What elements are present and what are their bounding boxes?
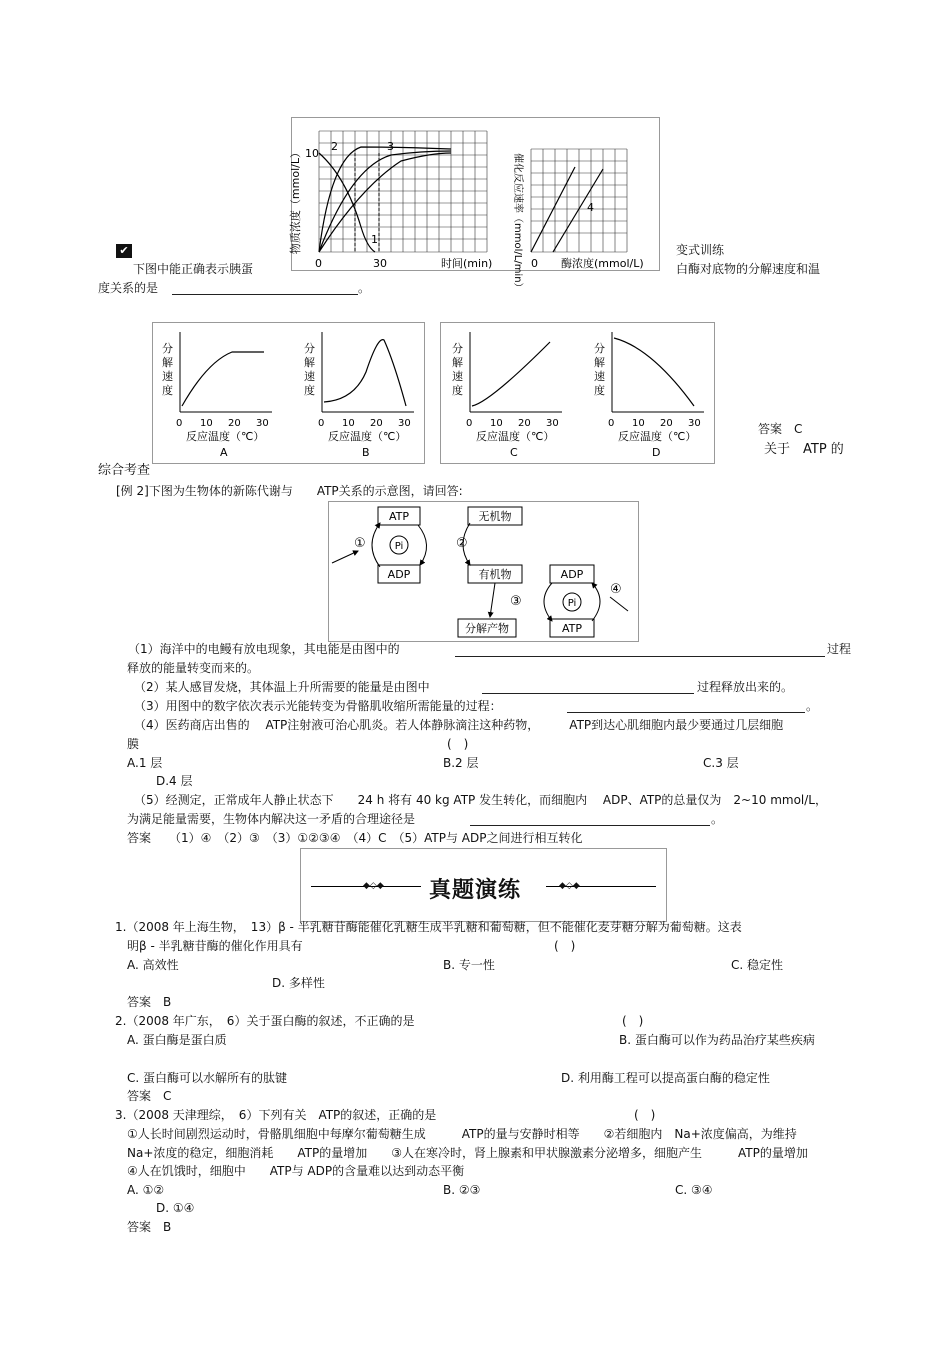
svg-text:0: 0 <box>466 418 473 429</box>
right-ylabel: 催化反应速率（mmol/L/min） <box>512 153 523 293</box>
svg-text:度: 度 <box>162 384 173 397</box>
svg-text:解: 解 <box>594 356 605 369</box>
svg-text:速: 速 <box>162 370 173 383</box>
svg-text:无机物: 无机物 <box>478 510 512 523</box>
variant-training-title: 变式训练 <box>676 243 725 257</box>
svg-text:③: ③ <box>510 594 522 609</box>
svg-text:0: 0 <box>318 418 325 429</box>
temperature-graphs-figure <box>152 322 716 464</box>
q3-tail: 。 <box>806 699 819 713</box>
q1-cont: 释放的能量转变而来的。 <box>127 661 260 675</box>
svg-text:度: 度 <box>594 384 605 397</box>
left-x30: 30 <box>373 257 387 270</box>
practice-banner <box>300 848 667 922</box>
left-x0: 0 <box>315 257 322 270</box>
svg-text:20: 20 <box>228 418 241 429</box>
svg-text:A: A <box>220 446 228 459</box>
p2-option-c: C. 蛋白酶可以水解所有的肽键 <box>127 1071 288 1085</box>
svg-text:反应温度（℃）: 反应温度（℃） <box>476 430 555 443</box>
q4-option-a: A.1 层 <box>127 756 163 770</box>
p3-line3: Na+浓度的稳定，细胞消耗 ATP的量增加 ③人在寒冷时，肾上腺素和甲状腺激素分泌增多，细胞产生 ATP的量增加 <box>127 1146 808 1160</box>
p2-option-d: D. 利用酶工程可以提高蛋白酶的稳定性 <box>561 1071 770 1085</box>
q1-blank <box>455 656 825 657</box>
svg-text:反应温度（℃）: 反应温度（℃） <box>186 430 265 443</box>
svg-text:反应温度（℃）: 反应温度（℃） <box>618 430 697 443</box>
q1-tail: 过程 <box>827 642 852 656</box>
p3-option-a: A. ①② <box>127 1183 165 1197</box>
q4-text: （4）医药商店出售的 ATP注射液可治心肌炎。若人体静脉滴注这种药物， ATP到达心肌细胞内最少要通过几层细胞 <box>134 718 784 732</box>
p2-paren: ( ) <box>622 1014 644 1028</box>
right-x0: 0 <box>531 257 538 270</box>
example-answer: 答案 （1）④ （2）③ （3）①②③④ （4）C （5）ATP与 ADP之间进行相互转化 <box>127 831 583 845</box>
svg-text:20: 20 <box>518 418 531 429</box>
svg-text:10: 10 <box>342 418 355 429</box>
svg-text:反应温度（℃）: 反应温度（℃） <box>328 430 407 443</box>
p3-line1: 3.（2008 天津理综， 6）下列有关 ATP的叙述，正确的是 <box>115 1108 437 1122</box>
svg-text:ATP: ATP <box>388 510 410 523</box>
q5-blank <box>470 825 710 826</box>
variant-q-left: 下图中能正确表示胰蛋 <box>133 262 254 276</box>
svg-text:B: B <box>362 446 370 459</box>
q2-text: （2）某人感冒发烧，其体温上升所需要的能量是由图中 <box>134 680 430 694</box>
p1-line2: 明β - 半乳糖苷酶的催化作用具有 <box>127 939 303 953</box>
q4-paren: ( ) <box>447 737 469 751</box>
q4-option-c: C.3 层 <box>703 756 739 770</box>
p1-paren: ( ) <box>554 939 576 953</box>
p1-option-b: B. 专一性 <box>443 958 495 972</box>
svg-text:0: 0 <box>608 418 615 429</box>
svg-text:Pi: Pi <box>567 598 577 609</box>
left-xlabel: 时间(min) <box>441 257 493 270</box>
svg-text:②: ② <box>456 536 468 551</box>
q3-blank <box>567 712 805 713</box>
q4-cont: 膜 <box>127 737 140 751</box>
svg-text:速: 速 <box>304 370 315 383</box>
svg-text:分: 分 <box>594 342 605 355</box>
p1-option-d: D. 多样性 <box>272 976 325 990</box>
p3-line2: ①人长时间剧烈运动时，骨骼肌细胞中每摩尔葡萄糖生成 ATP的量与安静时相等 ②若细胞内 Na+浓度偏高，为维持 <box>127 1127 797 1141</box>
p1-answer: 答案 B <box>127 995 172 1009</box>
svg-text:ADP: ADP <box>387 568 411 581</box>
p3-option-c: C. ③④ <box>675 1183 713 1197</box>
enzyme-kinetics-figure <box>289 117 661 293</box>
left-ylabel: 物质浓度（mmol/L） <box>289 147 302 255</box>
diamond-ornament-left-icon: ◆◇◆ <box>363 881 384 891</box>
p3-option-b: B. ②③ <box>443 1183 481 1197</box>
atp-section-header: 关于 ATP 的 <box>764 442 844 457</box>
curve-label-3: 3 <box>387 140 394 153</box>
svg-text:分: 分 <box>452 342 463 355</box>
answer-c: 答案 C <box>758 422 803 436</box>
p3-line4: ④人在饥饿时，细胞中 ATP与 ADP的含量难以达到动态平衡 <box>127 1164 465 1178</box>
p1-option-a: A. 高效性 <box>127 958 179 972</box>
svg-text:ATP: ATP <box>561 622 583 635</box>
svg-text:10: 10 <box>632 418 645 429</box>
svg-text:20: 20 <box>660 418 673 429</box>
variant-q-line2: 度关系的是 <box>98 281 159 295</box>
svg-text:分: 分 <box>162 342 173 355</box>
svg-text:C: C <box>510 446 518 459</box>
checkbox-icon: ✔ <box>116 244 132 258</box>
svg-text:0: 0 <box>176 418 183 429</box>
example-2: [例 2]下图为生物体的新陈代谢与 ATP关系的示意图，请回答: <box>116 484 463 498</box>
curve-label-1: 1 <box>371 233 378 246</box>
svg-text:30: 30 <box>546 418 559 429</box>
q2-tail: 过程释放出来的。 <box>697 680 794 694</box>
svg-text:解: 解 <box>304 356 315 369</box>
left-y10: 10 <box>305 147 319 160</box>
q5-cont: 为满足能量需要，生物体内解决这一矛盾的合理途径是 <box>127 812 416 826</box>
svg-text:速: 速 <box>452 370 463 383</box>
svg-text:30: 30 <box>256 418 269 429</box>
curve-label-2: 2 <box>331 140 338 153</box>
svg-text:20: 20 <box>370 418 383 429</box>
banner-title: 真题演练 <box>429 878 522 903</box>
svg-text:ADP: ADP <box>560 568 584 581</box>
svg-text:D: D <box>652 446 661 459</box>
q1-text: （1）海洋中的电鳗有放电现象，其电能是由图中的 <box>128 642 400 656</box>
p2-answer: 答案 C <box>127 1089 172 1103</box>
comprehensive-review: 综合考查 <box>98 463 151 478</box>
svg-text:30: 30 <box>398 418 411 429</box>
svg-text:分: 分 <box>304 342 315 355</box>
variant-q-end: 。 <box>358 281 371 295</box>
q4-option-d: D.4 层 <box>156 774 193 788</box>
svg-text:解: 解 <box>162 356 173 369</box>
q2-blank <box>482 693 694 694</box>
svg-text:10: 10 <box>200 418 213 429</box>
right-xlabel: 酶浓度(mmol/L) <box>561 257 644 270</box>
svg-text:度: 度 <box>304 384 315 397</box>
q5-text: （5）经测定，正常成年人静止状态下 24 h 将有 40 kg ATP 发生转化，而细胞内 ADP、ATP的总量仅为 2~10 mmol/L， <box>134 793 827 807</box>
p2-option-b: B. 蛋白酶可以作为药品治疗某些疾病 <box>619 1033 815 1047</box>
answer-blank <box>172 294 358 295</box>
p2-option-a: A. 蛋白酶是蛋白质 <box>127 1033 227 1047</box>
p3-answer: 答案 B <box>127 1220 172 1234</box>
p1-option-c: C. 稳定性 <box>731 958 784 972</box>
p2-line1: 2.（2008 年广东， 6）关于蛋白酶的叙述，不正确的是 <box>115 1014 415 1028</box>
q4-option-b: B.2 层 <box>443 756 479 770</box>
svg-text:解: 解 <box>452 356 463 369</box>
variant-q-right: 白酶对底物的分解速度和温 <box>676 262 821 276</box>
svg-text:①: ① <box>354 536 366 551</box>
curve-label-4: 4 <box>587 201 594 214</box>
svg-text:④: ④ <box>610 582 622 597</box>
svg-text:10: 10 <box>490 418 503 429</box>
svg-text:30: 30 <box>688 418 701 429</box>
diamond-ornament-right-icon: ◆◇◆ <box>559 881 580 891</box>
svg-text:速: 速 <box>594 370 605 383</box>
svg-text:有机物: 有机物 <box>478 568 512 581</box>
q5-tail: 。 <box>711 812 724 826</box>
svg-text:Pi: Pi <box>394 541 404 552</box>
atp-cycle-diagram <box>328 501 640 643</box>
p3-option-d: D. ①④ <box>156 1201 195 1215</box>
svg-text:分解产物: 分解产物 <box>465 622 509 635</box>
p3-paren: ( ) <box>634 1108 656 1122</box>
svg-text:度: 度 <box>452 384 463 397</box>
p1-line1: 1.（2008 年上海生物， 13）β - 半乳糖苷酶能催化乳糖生成半乳糖和葡萄糖，但不能催化麦芽糖分解为葡萄糖。这表 <box>115 920 742 934</box>
q3-text: （3）用图中的数字依次表示光能转变为骨骼肌收缩所需能量的过程： <box>134 699 502 713</box>
